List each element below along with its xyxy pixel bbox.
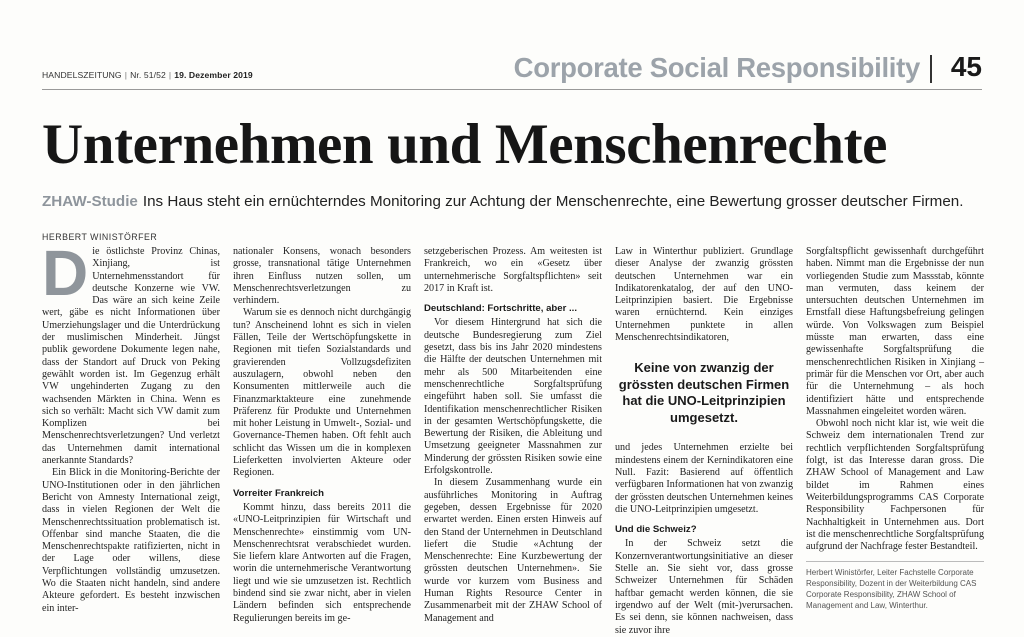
paragraph: Obwohl noch nicht klar ist, wie weit die Schweiz dem internationalen Trend zur rechtlich verpflichtenden Sorgfaltsprüfung folgt, ist das Interesse daran gross. Die ZHAW School of Management and Law bildet im Rahmen eines Weiterbildungsprogramms CAS Corporate Responsibility Fachpersonen für Nachhaltigkeit in Unternehmen aus. Dort ist die menschenrechtliche Sorgfaltsprüfung aufgrund der Nachfrage fester Bestandteil.: [806, 418, 984, 553]
paragraph: Warum sie es dennoch nicht durchgängig tun? Anscheinend lohnt es sich in vielen Fällen, Teile der Wertschöpfungskette in Regionen mit tiefen Sozialstandards und gravierenden Vollzugsdefiziten auszulagern, obwohl neben den Konsumenten mittlerweile auch die Finanzmarktakteure eine zunehmende Präferenz für Produkte und Unternehmen mit hoher Leistung in Umwelt-, Sozial- und Governance-Themen haben. Oft fehlt auch schlicht das Wissen um die in komplexen Lieferketten involvierten Akteure oder Regionen.: [233, 307, 411, 479]
article-column-5: [806, 246, 984, 611]
newspaper-name: HANDELSZEITUNG: [42, 70, 122, 80]
article-column-2: [233, 246, 411, 625]
paragraph: Vor diesem Hintergrund hat sich die deutsche Bundesregierung zum Ziel gesetzt, dass bis ins Jahr 2020 mindestens die Hälfte der deutschen Unternehmen mit mehr als 500 Mitarbeitenden eine menschenrechtliche Sorgfaltsprüfung eingeführt haben soll. Sie umfasst die Identifikation menschenrechtlicher Risiken in der gesamten Wertschöpfungskette, die Bewertung der Risiken, die Ableitung und Umsetzung geeigneter Massnahmen zur Minderung der grössten Risiken sowie eine Erfolgskontrolle.: [424, 317, 602, 477]
paragraph: Law in Winterthur publiziert. Grundlage dieser Analyse der zwanzig grössten deutschen Unternehmen war ein Indikatorenkatalog, der auf den UNO-Leitprinzipien basiert. Die Ergebnisse waren ernüchternd. Kein einziges Unternehmen punktete in allen Menschenrechtsindikatoren,: [615, 246, 793, 344]
paragraph: In diesem Zusammenhang wurde ein ausführliches Monitoring in Auftrag gegeben, dessen Ergebnisse für 2020 erwartet werden. Einen ersten Hinweis auf den Stand der Unternehmen in Deutschland liefert die Studie «Achtung der Menschenrechte: Eine Kurzbewertung der grössten deutschen Unternehmen». Sie wurde vor kurzem vom Business and Human Rights Resource Center in Zusammenarbeit mit der ZHAW School of Management and: [424, 477, 602, 624]
subheading: Vorreiter Frankreich: [233, 487, 324, 499]
paragraph: und jedes Unternehmen erzielte bei mindestens einem der Kernindikatoren eine Null. Fazit: Basierend auf öffentlich verfügbaren Informationen hat von zwanzig der grössten deutschen Unternehmen keines die UNO-Leitprinzipien umgesetzt.: [615, 442, 793, 515]
masthead-line: HANDELSZEITUNG | Nr. 51/52 | 19. Dezember 2019: [42, 70, 253, 80]
subheading: Deutschland: Fortschritte, aber ...: [424, 303, 577, 315]
issue-number: Nr. 51/52: [130, 70, 166, 80]
header-divider: [930, 55, 932, 83]
lead-text: Ins Haus steht ein ernüchterndes Monitoring zur Achtung der Menschenrechte, eine Bewertung grosser deutscher Firmen.: [142, 193, 964, 210]
paragraph: Kommt hinzu, dass bereits 2011 die «UNO-Leitprinzipien für Wirtschaft und Menschenrechte» einstimmig vom UN-Menschenrechtsrat verabschiedet wurden. Sie liefern klare Antworten auf die Fragen, worin die unternehmerische Verantwortung liegt und wie sie umzusetzen ist. Rechtlich bindend sind sie zwar nicht, aber in vielen Ländern befinden sich entsprechende Regulierungen bereits im ge-: [233, 501, 411, 624]
drop-cap: D: [42, 237, 89, 309]
paragraph: Sorgfaltspflicht gewissenhaft durchgeführt haben. Nimmt man die Ergebnisse der nun vorliegenden Studie zum Massstab, könnte man vermuten, dass keinem der untersuchten deutschen Unternehmen im Ernstfall diese Haftungsbefreiung gelingen würde. Von Volkswagen zum Beispiel müsste man erwarten, dass eine gewissenhafte Sorgfaltsprüfung die menschenrechtlichen Risiken in Xinjiang – primär für die Menschen vor Ort, aber auch für die Unternehmung – als hoch identifiziert hätte und entsprechende Massnahmen eingeleitet worden wären.: [806, 246, 984, 417]
page-number: 45: [950, 51, 982, 82]
pull-quote: Keine von zwanzig der grössten deutschen Firmen hat die UNO-Leitprinzipien umgesetzt.: [618, 360, 790, 425]
subheading: Und die Schweiz?: [615, 524, 697, 536]
article-headline: Unternehmen und Menschenrechte: [42, 113, 888, 176]
author-byline: HERBERT WINISTÖRFER: [42, 232, 158, 242]
header-rule: [42, 89, 982, 90]
paragraph: nationaler Konsens, wonach besonders grosse, transnational tätige Unternehmen ihren Einfluss nutzen sollen, um Menschenrechtsverletzungen zu verhindern.: [233, 246, 411, 307]
section-title: Corporate Social Responsibility: [513, 52, 920, 83]
paragraph: In der Schweiz setzt die Konzernverantwortungsinitiative an dieser Stelle an. Sie sieht vor, dass grosse Schweizer Unternehmen für Schäden haftbar gemacht werden können, die sie irgendwo auf der Welt (mit-)verursachen. Es sei denn, sie können nachweisen, dass sie zuvor ihre: [615, 538, 793, 636]
article-column-3: [424, 246, 602, 625]
issue-date: 19. Dezember 2019: [174, 70, 253, 80]
author-caption: Herbert Winistörfer, Leiter Fachstelle Corporate Responsibility, Dozent in der Weiterbildung CAS Corporate Responsibility, ZHAW School of Management and Law, Winterthur.: [806, 561, 984, 611]
paragraph: setzgeberischen Prozess. Am weitesten ist Frankreich, wo ein «Gesetz über unternehmerische Sorgfaltspflichten» seit 2017 in Kraft ist.: [424, 246, 602, 294]
paragraph: ie östlichste Provinz Chinas, Xinjiang, ist Unternehmensstandort für deutsche Konzerne wie VW. Das wäre an sich keine Zeile wert, gäbe es nicht Informationen über Umerziehungslager und die Unterdrückung der muslimischen Minderheit. Jüngst publik gewordene Dokumente legen nahe, dass der Standort auf Druck von Peking gewählt worden ist. Im Gegenzug erhält VW ungehinderten Zugang zu den wachsenden Märkten in China. Wenn es sich so verhält: Macht sich VW damit zum Komplizen bei Menschenrechtsverletzungen? Und verletzt das Unternehmen damit international anerkannte Standards?: [42, 246, 220, 467]
paragraph: Ein Blick in die Monitoring-Berichte der UNO-Institutionen oder in den jährlichen Bericht von Amnesty International zeigt, dass in vielen Regionen der Welt die Menschenrechtssituation problematisch ist. Offenbar sind manche Staaten, die die Menschenrechtspakte ratifizierten, nicht in der Lage oder willens, diese Verpflichtungen vollständig umzusetzen. Wo die Staaten nicht handeln, sind andere Akteure gefordert. Es besteht inzwischen ein inter-: [42, 467, 220, 614]
lead-kicker: ZHAW-Studie: [42, 193, 138, 210]
article-column-4: [615, 246, 793, 637]
article-lead: [42, 193, 963, 210]
